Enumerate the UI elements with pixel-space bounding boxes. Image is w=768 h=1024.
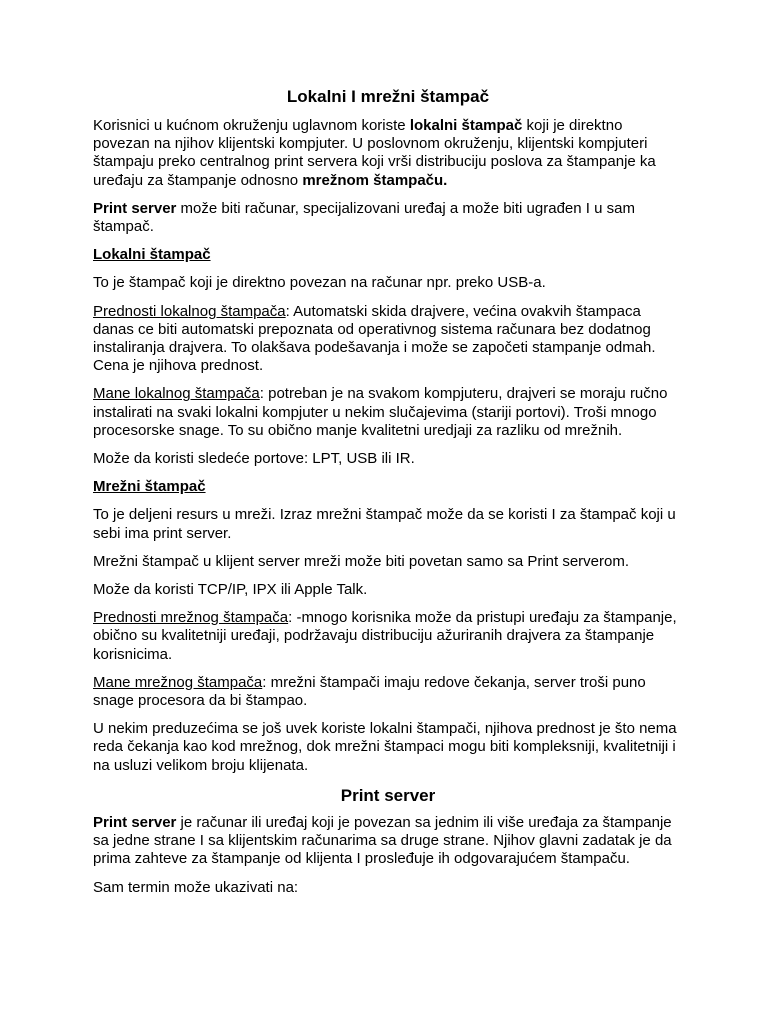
local-pros-label: Prednosti lokalnog štampača xyxy=(93,302,286,320)
network-cons-label: Mane mrežnog štampača xyxy=(93,673,263,691)
network-cons-text: : mrežni štampači imaju redove čekanja, server troši puno snage procesora da bi štampao. xyxy=(93,673,646,710)
network-pros-label: Prednosti mrežnog štampača xyxy=(93,609,289,627)
local-printer-definition: To je štampač koji je direktno povezan na računar npr. preko USB-a. xyxy=(93,274,546,292)
network-printer-heading: Mrežni štampač xyxy=(93,478,206,496)
network-printer-client-server: Mrežni štampač u klijent server mreži može biti povetan samo sa Print serverom. xyxy=(93,552,630,570)
print-server-intro-bold: Print server xyxy=(93,199,177,217)
document-page xyxy=(93,86,683,907)
local-printer-heading: Lokalni štampač xyxy=(93,246,211,264)
print-server-heading: Print server xyxy=(340,785,436,805)
local-pros-text: : Automatski skida drajvere, većina ovakvih štampaca danas ce biti automatski prepoznata od operativnog sistema računara bez dodatnog instaliranja drajvera. To olakšava podešavanja i može se započeti stampanje odmah. Cena je njihova prednost. xyxy=(93,302,656,375)
intro-text-2: koji je direktno povezan na njihov klijentski kompjuter. U poslovnom okruženju, klijentski kompjuteri štampaju preko centralnog print servera koji vrši distribuciju poslova za štampanje ka uređaju za štampanje odnosno xyxy=(93,117,656,189)
network-printer-definition: To je deljeni resurs u mreži. Izraz mrežni štampač može da se koristi I za štampač koji u sebi ima print server. xyxy=(93,506,676,542)
intro-bold-network-printer: mrežnom štampaču. xyxy=(302,171,448,189)
network-printer-cons xyxy=(93,674,683,710)
local-cons-text: : potreban je na svakom kompjuteru, drajveri se moraju ručno instalirati na svaki lokalni kompjuter u nekim slučajevima (stariji portovi). Troši mnogo procesorske snage. To su obično manje kvalitetni uredjaji za razliku od mrežnih. xyxy=(93,385,668,439)
local-cons-label: Mane lokalnog štampača xyxy=(93,385,260,403)
intro-paragraph xyxy=(93,117,683,190)
print-server-bold: Print server xyxy=(93,813,177,831)
local-printer-pros xyxy=(93,303,683,376)
print-server-intro-text: može biti računar, specijalizovani uređaj a može biti ugrađen I u sam štampač. xyxy=(93,199,635,236)
local-printer-cons xyxy=(93,385,683,440)
network-pros-text: : -mnogo korisnika može da pristupi uređaju za štampanje, obično su kvalitetniji uređaji, podržavaju distribuciju ažuriranih drajvera za štampanje korisnicima. xyxy=(93,609,677,663)
network-printer-protocols: Može da koristi TCP/IP, IPX ili Apple Talk. xyxy=(93,581,368,599)
print-server-paragraph xyxy=(93,814,683,869)
print-server-term: Sam termin može ukazivati na: xyxy=(93,878,299,896)
network-printer-summary: U nekim preduzećima se još uvek koriste lokalni štampači, njihova prednost je što nema reda čekanja kao kod mrežnog, dok mrežni štampaci mogu biti kompleksniji, kvalitetniji i na usluzi velikom broju klijenata. xyxy=(93,720,677,774)
local-printer-ports: Može da koristi sledeće portove: LPT, USB ili IR. xyxy=(93,450,415,468)
print-server-text: je računar ili uređaj koji je povezan sa jednim ili više uređaja za štampanje sa jedne strane I sa klijentskim računarima sa druge strane. Njihov glavni zadatak je da prima zahteve za štampanje od klijenta I prosleđuje ih odgovarajućem štampaču. xyxy=(93,813,672,868)
network-printer-pros xyxy=(93,609,683,664)
intro-bold-local-printer: lokalni štampač xyxy=(409,117,523,134)
print-server-intro-paragraph xyxy=(93,200,683,236)
document-title: Lokalni I mrežni štampač xyxy=(286,87,490,106)
intro-text-1: Korisnici u kućnom okruženju uglavnom koriste xyxy=(93,117,410,134)
